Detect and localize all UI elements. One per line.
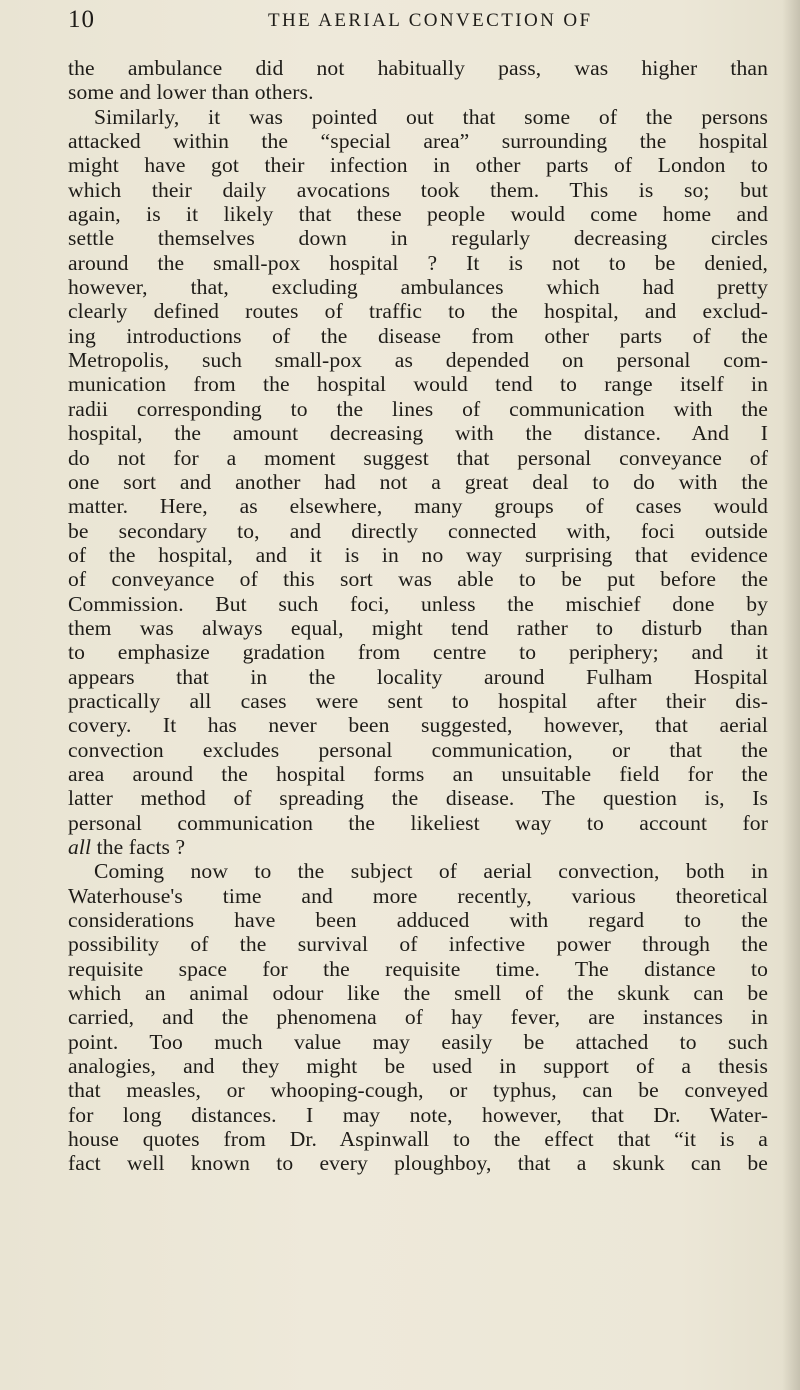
text-line: analogies, and they might be used in support of a thesis <box>68 1054 768 1079</box>
text-line: considerations have been adduced with regard to the <box>68 908 768 933</box>
text-line: around the small-pox hospital ? It is not to be denied, <box>68 250 768 275</box>
text-line: point. Too much value may easily be attached to such <box>68 1029 768 1054</box>
text-line: carried, and the phenomena of hay fever, are instances in <box>68 1005 768 1030</box>
text-line: covery. It has never been suggested, however, that aerial <box>68 713 768 738</box>
text-line: some and lower than others. <box>68 80 314 105</box>
page-number: 10 <box>68 6 95 33</box>
text-line: settle themselves down in regularly decreasing circles <box>68 226 768 251</box>
text-line: do not for a moment suggest that personal conveyance of <box>68 445 768 470</box>
text-line: munication from the hospital would tend to range itself in <box>68 372 768 397</box>
text-line: requisite space for the requisite time. The distance to <box>68 956 768 981</box>
running-head <box>68 6 768 40</box>
text-line: Similarly, it was pointed out that some of the persons <box>94 104 768 129</box>
text-line: which an animal odour like the smell of the skunk can be <box>68 981 768 1006</box>
text-line: Metropolis, such small-pox as depended on personal com- <box>68 348 768 373</box>
text-line: all the facts ? <box>68 835 186 859</box>
text-line: be secondary to, and directly connected with, foci outside <box>68 518 768 543</box>
text-line: possibility of the survival of infective power through the <box>68 932 768 957</box>
text-line: which their daily avocations took them. This is so; but <box>68 177 768 202</box>
text-line: for long distances. I may note, however, that Dr. Water- <box>68 1102 768 1127</box>
text-line: fact well known to every ploughboy, that a skunk can be <box>68 1151 768 1176</box>
text-line: them was always equal, might tend rather to disturb than <box>68 615 768 640</box>
text-line: one sort and another had not a great deal to do with the <box>68 469 768 494</box>
body-text <box>68 56 768 1176</box>
text-line: the ambulance did not habitually pass, was higher than <box>68 56 768 80</box>
text-line: however, that, excluding ambulances which had pretty <box>68 275 768 300</box>
page-edge-shadow <box>782 0 800 1390</box>
text-line: to emphasize gradation from centre to periphery; and it <box>68 640 768 665</box>
text-line: house quotes from Dr. Aspinwall to the effect that “it is a <box>68 1127 768 1152</box>
text-line: of conveyance of this sort was able to be put before the <box>68 567 768 592</box>
text-line: convection excludes personal communication, or that the <box>68 737 768 762</box>
text-line: again, is it likely that these people would come home and <box>68 202 768 227</box>
text-line: area around the hospital forms an unsuitable field for the <box>68 761 768 786</box>
text-line: matter. Here, as elsewhere, many groups of cases would <box>68 494 768 519</box>
italic-emphasis: all <box>68 835 92 859</box>
text-line: clearly defined routes of traffic to the hospital, and exclud- <box>68 299 768 324</box>
running-title: THE AERIAL CONVECTION OF <box>268 10 593 31</box>
text-line: hospital, the amount decreasing with the distance. And I <box>68 421 768 446</box>
text-line: practically all cases were sent to hospital after their dis- <box>68 688 768 713</box>
text-line: Commission. But such foci, unless the mischief done by <box>68 591 768 616</box>
text-line: that measles, or whooping-cough, or typhus, can be conveyed <box>68 1078 768 1103</box>
text-line: attacked within the “special area” surrounding the hospital <box>68 129 768 154</box>
text-line: latter method of spreading the disease. The question is, Is <box>68 786 768 811</box>
text-line: personal communication the likeliest way to account for <box>68 810 768 835</box>
text-line: appears that in the locality around Fulham Hospital <box>68 664 768 689</box>
text-line: radii corresponding to the lines of communication with the <box>68 396 768 421</box>
text-line: Coming now to the subject of aerial convection, both in <box>94 859 768 884</box>
text-line: of the hospital, and it is in no way surprising that evidence <box>68 542 768 567</box>
text-line: Waterhouse's time and more recently, various theoretical <box>68 883 768 908</box>
text-line: might have got their infection in other parts of London to <box>68 153 768 178</box>
text-line: ing introductions of the disease from other parts of the <box>68 323 768 348</box>
